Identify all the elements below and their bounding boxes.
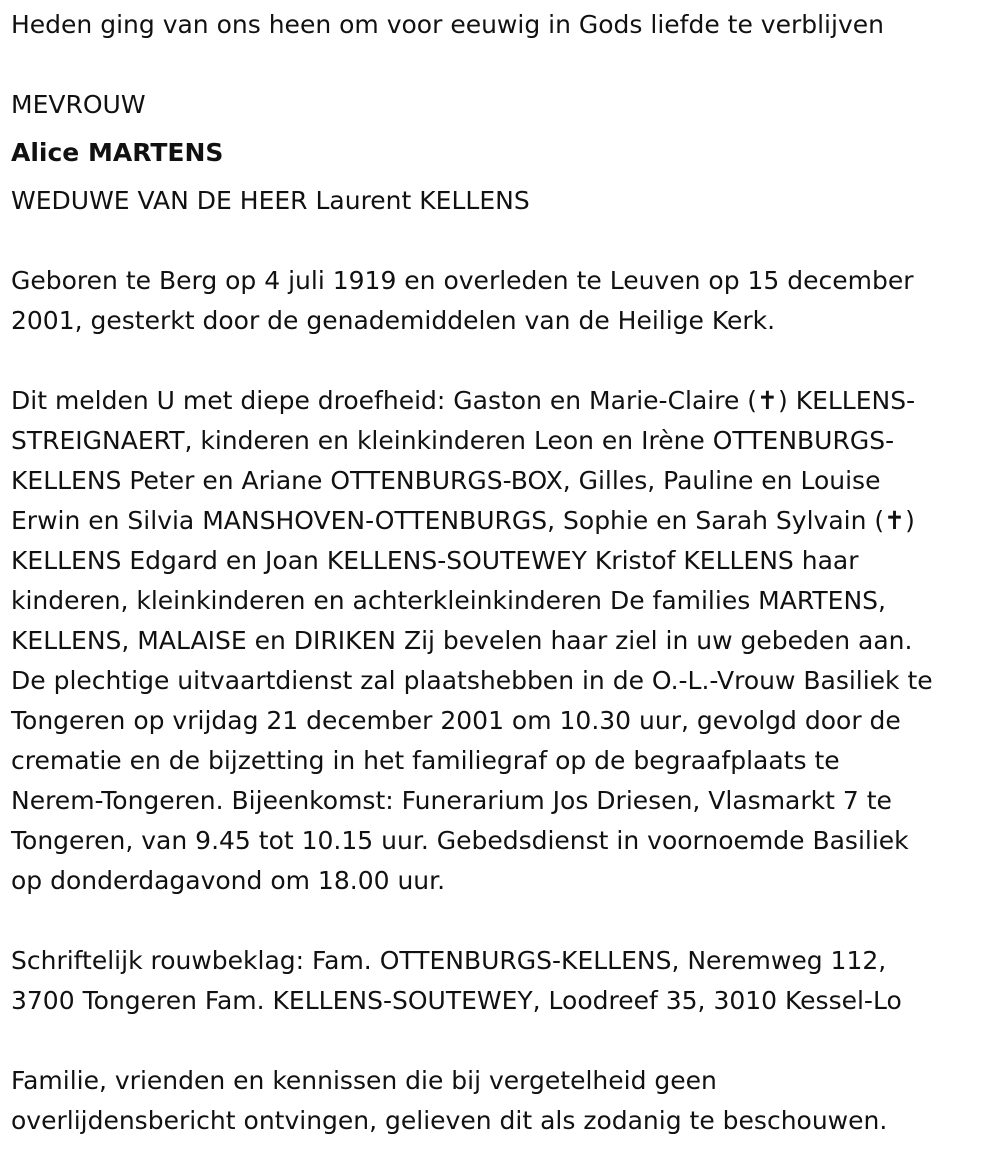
paragraph-line: De plechtige uitvaartdienst zal plaatshebben in de O.-L.-Vrouw Basiliek te [11, 666, 933, 695]
paragraph-line: Erwin en Silvia MANSHOVEN-OTTENBURGS, Sophie en Sarah Sylvain (✝) [11, 506, 915, 535]
paragraph-line: 2001, gesterkt door de genademiddelen van de Heilige Kerk. [11, 306, 776, 335]
paragraph-line: KELLENS Peter en Ariane OTTENBURGS-BOX, Gilles, Pauline en Louise [11, 466, 881, 495]
honorific-title: MEVROUW [11, 90, 146, 119]
paragraph-line: KELLENS, MALAISE en DIRIKEN Zij bevelen haar ziel in uw gebeden aan. [11, 626, 913, 655]
paragraph-line: Nerem-Tongeren. Bijeenkomst: Funerarium Jos Driesen, Vlasmarkt 7 te [11, 786, 892, 815]
birth-death-paragraph [11, 261, 990, 341]
announcement-paragraph [11, 381, 990, 901]
closing-paragraph [11, 1061, 990, 1141]
spacer [11, 45, 990, 85]
paragraph-line: Tongeren, van 9.45 tot 10.15 uur. Gebedsdienst in voornoemde Basiliek [11, 826, 909, 855]
paragraph-line: STREIGNAERT, kinderen en kleinkinderen Leon en Irène OTTENBURGS- [11, 426, 895, 455]
spacer [11, 173, 990, 181]
spacer [11, 341, 990, 381]
condolences-paragraph [11, 941, 990, 1021]
paragraph-line: Schriftelijk rouwbeklag: Fam. OTTENBURGS-KELLENS, Neremweg 112, [11, 946, 887, 975]
paragraph-line: Dit melden U met diepe droefheid: Gaston en Marie-Claire (✝) KELLENS- [11, 386, 916, 415]
paragraph-line: Geboren te Berg op 4 juli 1919 en overleden te Leuven op 15 december [11, 266, 914, 295]
spacer [11, 901, 990, 941]
paragraph-line: 3700 Tongeren Fam. KELLENS-SOUTEWEY, Loodreef 35, 3010 Kessel-Lo [11, 986, 902, 1015]
spacer [11, 1021, 990, 1061]
paragraph-line: op donderdagavond om 18.00 uur. [11, 866, 446, 895]
paragraph-line: overlijdensbericht ontvingen, gelieven dit als zodanig te beschouwen. [11, 1106, 888, 1135]
spacer [11, 221, 990, 261]
paragraph-line: crematie en de bijzetting in het familiegraf op de begraafplaats te [11, 746, 840, 775]
paragraph-line: Familie, vrienden en kennissen die bij vergetelheid geen [11, 1066, 717, 1095]
opening-line: Heden ging van ons heen om voor eeuwig in Gods liefde te verblijven [11, 10, 884, 39]
deceased-name: Alice MARTENS [11, 138, 224, 167]
paragraph-line: Tongeren op vrijdag 21 december 2001 om 10.30 uur, gevolgd door de [11, 706, 901, 735]
widow-of-line: WEDUWE VAN DE HEER Laurent KELLENS [11, 186, 530, 215]
paragraph-line: kinderen, kleinkinderen en achterkleinkinderen De families MARTENS, [11, 586, 886, 615]
paragraph-line: KELLENS Edgard en Joan KELLENS-SOUTEWEY Kristof KELLENS haar [11, 546, 859, 575]
spacer [11, 125, 990, 133]
